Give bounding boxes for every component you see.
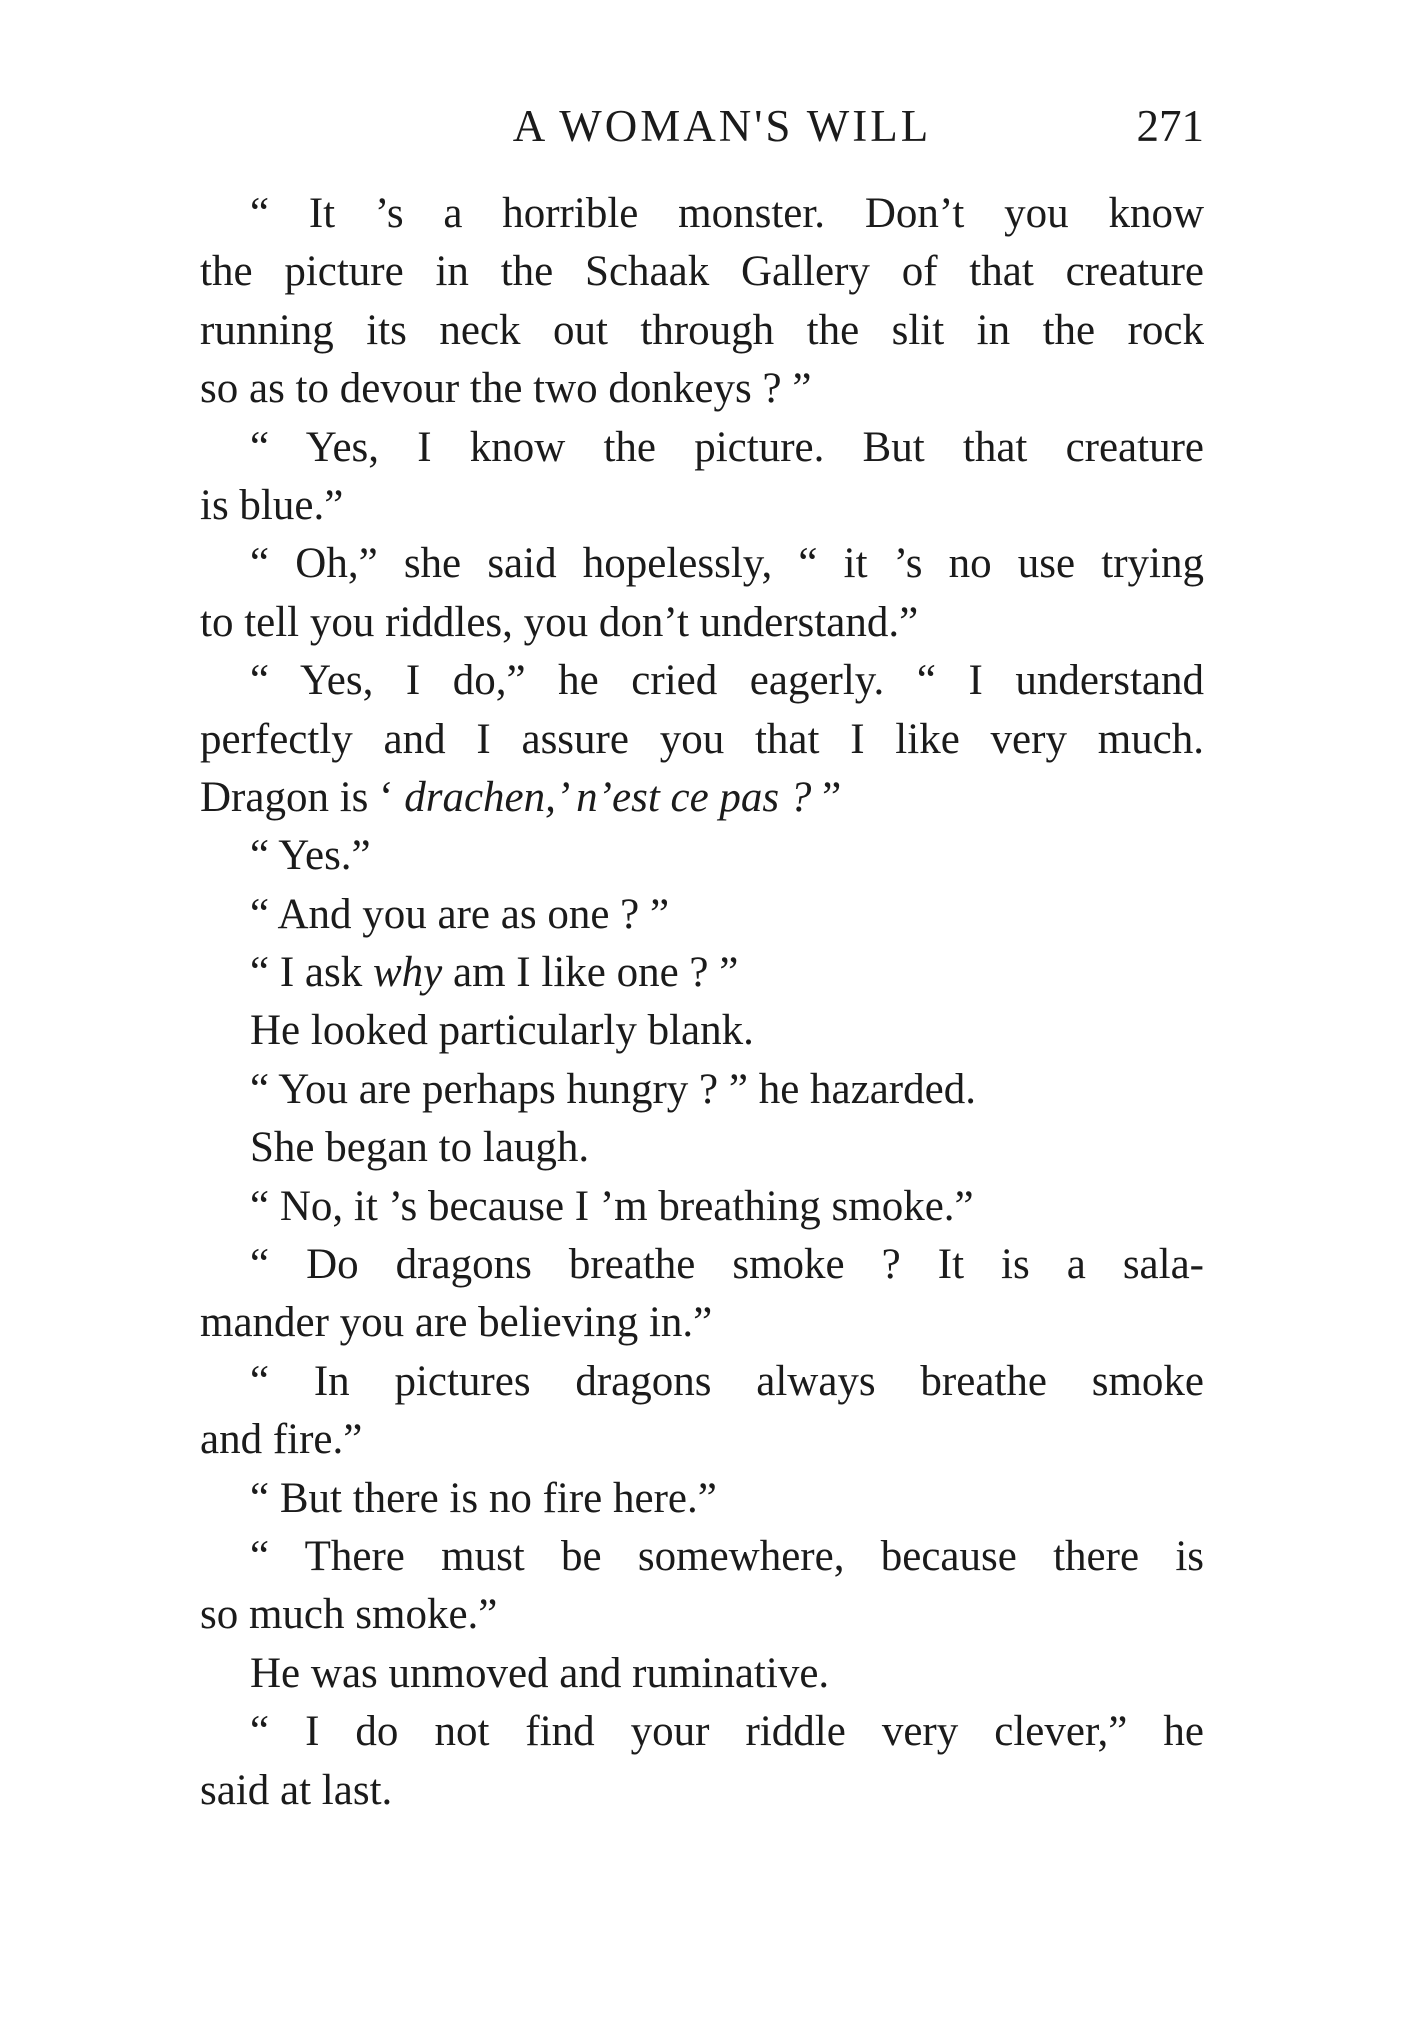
text-line: and fire.” [200, 1416, 363, 1464]
text-line: so as to devour the two donkeys ? ” [200, 365, 812, 413]
body-text [200, 185, 1204, 1820]
text-segment: am I like one ? ” [442, 949, 739, 997]
text-line: He was unmoved and ruminative. [250, 1649, 830, 1697]
text-line: He looked particularly blank. [250, 1007, 754, 1055]
text-line: “ Oh,” she said hopelessly, “ it ’s no use trying [250, 540, 1204, 588]
text-line: “ But there is no fire here.” [250, 1474, 717, 1522]
text-line: She began to laugh. [250, 1124, 590, 1172]
text-line: running its neck out through the slit in the rock [200, 306, 1204, 354]
italic-text: why [372, 949, 443, 997]
text-line: mander you are believing in.” [200, 1299, 713, 1347]
text-line: to tell you riddles, you don’t understand.” [200, 598, 919, 646]
text-line: “ There must be somewhere, because there is [250, 1532, 1204, 1580]
text-line: “ I do not find your riddle very clever,” he [250, 1708, 1204, 1756]
running-header [200, 96, 1204, 156]
text-line: so much smoke.” [200, 1591, 498, 1639]
text-line: “ Yes, I know the picture. But that creature [250, 423, 1204, 471]
text-line: perfectly and I assure you that I like very much. [200, 715, 1204, 763]
text-line: “ It ’s a horrible monster. Don’t you know [250, 190, 1204, 237]
text-line [200, 944, 1204, 1002]
italic-text: drachen,’ n’est ce pas ? [404, 773, 812, 821]
text-line: “ Yes, I do,” he cried eagerly. “ I understand [250, 657, 1204, 705]
text-line [200, 769, 1204, 827]
text-line: said at last. [200, 1766, 393, 1814]
text-line: the picture in the Schaak Gallery of that creature [200, 248, 1204, 296]
text-line: “ Do dragons breathe smoke ? It is a sala- [250, 1241, 1204, 1289]
text-line: “ You are perhaps hungry ? ” he hazarded. [250, 1065, 976, 1113]
text-line: is blue.” [200, 481, 344, 529]
text-segment: ” [811, 773, 842, 821]
text-segment: Dragon is ‘ [200, 773, 405, 821]
text-line: “ No, it ’s because I ’m breathing smoke.” [250, 1182, 974, 1230]
page-number: 271 [1136, 101, 1204, 151]
text-segment: “ I ask [250, 949, 373, 997]
text-line: “ Yes.” [250, 832, 371, 880]
text-line: “ And you are as one ? ” [250, 890, 670, 938]
running-title: A WOMAN'S WILL [512, 101, 932, 151]
text-line: “ In pictures dragons always breathe smoke [250, 1357, 1204, 1405]
